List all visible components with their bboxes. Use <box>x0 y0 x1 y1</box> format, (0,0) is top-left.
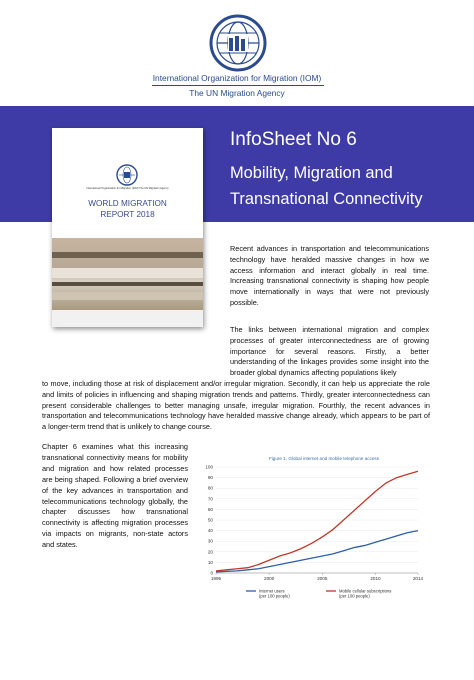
org-name: International Organization for Migration (IOM) <box>152 73 322 83</box>
y-tick-label: 30 <box>207 538 213 544</box>
y-tick-label: 80 <box>207 485 213 491</box>
series-line-1 <box>216 471 418 571</box>
legend-label-unit: (per 100 people) <box>259 593 290 599</box>
cover-org-line: International Organization for Migration (IOM) The UN Migration Agency <box>86 187 169 190</box>
y-tick-label: 90 <box>207 475 213 481</box>
legend-label: Internet users <box>259 588 285 594</box>
y-tick-label: 20 <box>207 549 213 555</box>
connectivity-chart <box>194 451 436 625</box>
intro-paragraph: Recent advances in transportation and telecommunications technology have heralded massive changes in how we access information and interact globally in real time. Increasing transnational connectivity is shaping how people move internationally in ways that were not previously possible. <box>230 244 429 307</box>
cover-footer <box>52 310 203 327</box>
org-subtitle: The UN Migration Agency <box>189 88 285 98</box>
y-tick-label: 70 <box>207 496 213 502</box>
chart-title: Figure 1. Global internet and mobile telephone access <box>268 456 380 461</box>
x-tick-label: 2000 <box>264 576 275 581</box>
y-tick-label: 0 <box>210 570 213 576</box>
y-tick-label: 100 <box>205 464 213 470</box>
org-divider <box>152 85 324 86</box>
cover-photo <box>52 238 203 310</box>
y-tick-label: 50 <box>207 517 213 523</box>
infosheet-title: Mobility, Migration and Transnational Connectivity <box>230 164 423 208</box>
x-tick-label: 2005 <box>317 576 328 581</box>
legend-label: Mobile cellular subscriptions <box>339 588 392 594</box>
y-tick-label: 60 <box>207 506 213 512</box>
series-line-0 <box>216 531 418 572</box>
report-cover-image <box>52 128 203 327</box>
reasons-paragraph: to move, including those at risk of displacement and/or irregular migration. Secondly, it can help us appreciate the role and limits of policies in influencing and shaping migration trends and patterns. Thirdly, greater interconnectedness can present considerable challenges to better managing unsafe, irregular migration. Fourthly, the recent advances in transportation and telecommunications technology have heralded massive change already, which appears to be part of a longer-term trend that is unlikely to change course. <box>42 379 430 432</box>
y-tick-label: 10 <box>207 559 213 565</box>
x-tick-label: 2010 <box>370 576 381 581</box>
x-tick-label: 1995 <box>210 576 222 581</box>
legend-label-unit: (per 100 people) <box>339 593 370 599</box>
infosheet-number: InfoSheet No 6 <box>230 129 357 150</box>
cover-title: WORLD MIGRATION REPORT 2018 <box>88 199 167 219</box>
x-tick-label: 2014 <box>412 576 424 581</box>
chapter-paragraph: Chapter 6 examines what this increasing transnational connectivity means for mobility and migration and how related processes are being shaped. Following a brief overview of the key advances in transportation and telecommunications technology globally, the chapter discusses how transnational connectivity is affecting migration processes via impacts on migrants, non-state actors and states. <box>42 442 188 550</box>
y-tick-label: 40 <box>207 528 213 534</box>
links-paragraph: The links between international migration and complex processes of greater interconnectedness are of growing importance for several reasons. Firstly, a better understanding of the linkages provides some insight into the broader global dynamics affecting populations likely <box>230 325 429 378</box>
cover-iom-logo <box>116 164 138 186</box>
iom-logo <box>209 14 267 72</box>
